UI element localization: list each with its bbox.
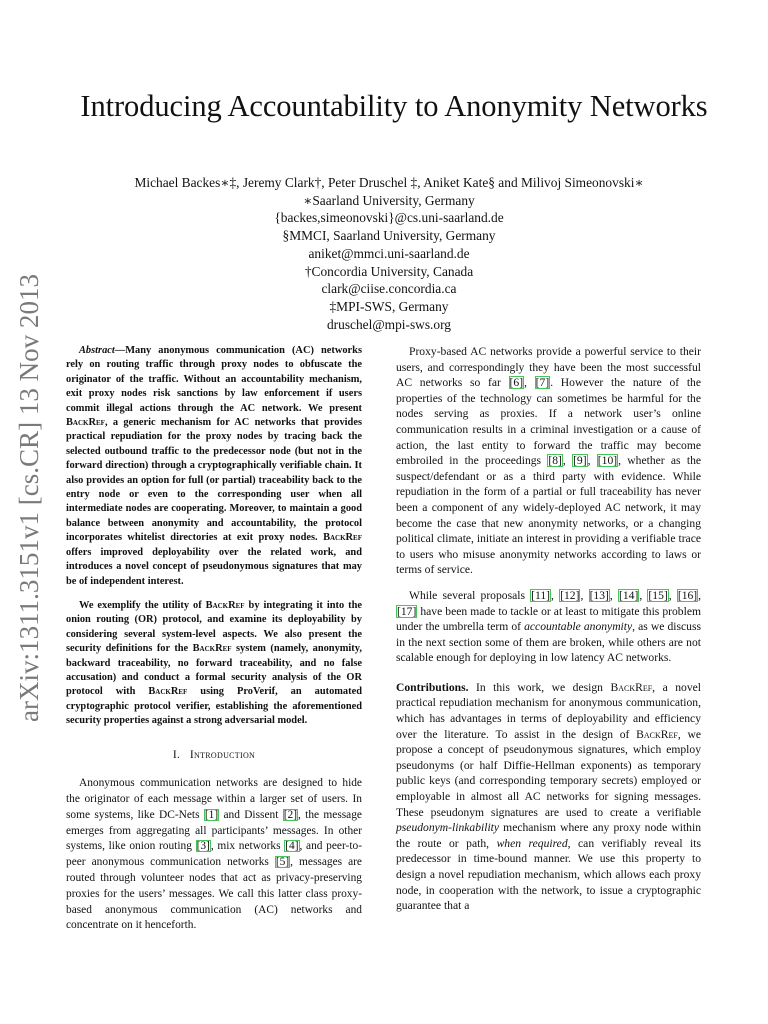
email-line: druschel@mpi-sws.org [326,316,452,332]
citation-link[interactable]: [14] [618,588,639,602]
email-line: aniket@mmci.uni-saarland.de [308,245,470,261]
affiliation-line: §MMCI, Saarland University, Germany [282,228,496,244]
text-run: , [698,588,702,602]
citation-link[interactable]: [1] [204,808,219,821]
email-line: clark@ciise.concordia.ca [321,281,457,297]
citation-link[interactable]: [2] [283,808,297,821]
email-line: {backes,simeonovski}@cs.uni-saarland.de [274,210,504,226]
citation-link[interactable]: [17] [397,604,417,618]
intro-body [66,776,362,934]
citation-link[interactable]: [8] [548,454,562,468]
system-name: BackRef [636,727,678,741]
body-paragraph [396,344,701,578]
system-name: BackRef [610,680,653,694]
text-run: , and peer-to-peer anonymous communication networks [66,840,362,869]
left-column [66,344,362,942]
section-title: Introduction [189,747,256,761]
text-run: , [551,588,560,602]
paper-title: Introducing Accountability to Anonymity Networks [80,89,708,123]
text-run: , [609,588,618,602]
abstract [66,344,362,729]
text-run: , mix networks [210,840,285,853]
citation-link[interactable]: [7] [535,376,550,390]
citation-link[interactable]: [13] [589,588,609,602]
abstract-label: Abstract [79,345,115,356]
text-run: have been made to tackle or at least to mitigate this problem under the umbrella term of [396,604,701,634]
system-name: BackRef [148,686,188,698]
emphasized-term: when required [496,836,568,850]
affiliation-line: ‡MPI-SWS, Germany [329,298,449,314]
affiliation-line: †Concordia University, Canada [304,263,474,279]
text-run: , [587,454,597,468]
contributions-paragraph [396,680,701,914]
system-name: BackRef [192,643,232,655]
right-column [396,344,701,922]
citation-link[interactable]: [11] [531,588,551,602]
text-run: , whether as the suspect/defendant or as a third party with evidence. While repudiation in the form of a partial or full traceability has never been a component of any widely-deployed AC network, it may become the case that new anonymity networks, or a changing political climate, initiate an interest in providing a verifiable trace to users who misuse anonymity networks according to laws or terms of service. [396,454,702,577]
citation-link[interactable]: [5] [275,856,290,869]
emphasized-term: accountable anonymity [524,620,633,634]
citation-link[interactable]: [9] [573,454,587,468]
text-run: , can verifiably reveal its predecessor in time-bound manner. We use this property to design a novel repudiation mechanism, which allows each proxy node, in cooperation with the network, to issue a cryptographic guarantee that a [396,836,702,913]
citation-link[interactable]: [12] [560,588,580,602]
text-run: , [639,588,648,602]
citation-link[interactable]: [15] [648,588,668,602]
text-run: , [668,588,677,602]
text-run: Proxy-based AC networks provide a powerful service to their users, and correspondingly they have been the most successful AC networks so far [396,345,701,390]
abstract-paragraph: We exemplify the utility of BackRef by integrating it into the onion routing (OR) protocol, and examine its deployability by considering several system-level aspects. We also present the security definitions for the BackRef system (namely, anonymity, backward traceability, no forward traceability, and no false accusation) and conduct a formal security analysis of the OR protocol with BackRef using ProVerif, an automated cryptographic protocol verifier, establishing the aforementioned security properties against a strong adversarial model. [66,599,362,727]
paragraph-heading: Contributions. [396,680,469,694]
citation-link[interactable]: [16] [677,588,698,602]
body-paragraph [396,588,701,666]
system-name: BackRef [66,417,105,429]
text-run: , [562,454,573,468]
affiliation-line: ∗Saarland University, Germany [303,192,475,208]
citation-link[interactable]: [6] [509,376,524,390]
intro-paragraph [66,776,362,934]
text-run: mechanism where any proxy node within the route or path, [396,821,701,850]
abstract-paragraph: Abstract—Many anonymous communication (AC) networks rely on routing traffic through proxy nodes to obfuscate the originator of the traffic. Without an accountability mechanism, exit proxy nodes risk sanctions by law enforcement if users commit illegal actions through the AC network. We present BackRef, a generic mechanism for AC networks that provides practical repudiation for the proxy nodes by tracing back the selected outbound traffic to the predecessor node (but not in the forward direction) through a cryptographically verifiable chain. It also provides an option for full (or partial) traceability back to the entry node or even to the corresponding user when all intermediate nodes are cooperating. Moreover, to maintain a good balance between anonymity and accountability, the protocol incorporates whitelist directories at exit proxy nodes. BackRef offers improved deployability over the related work, and introduces a novel concept of pseudonymous signatures that may be of independent interest. [66,345,362,587]
citation-link[interactable]: [10] [597,454,618,468]
emphasized-term: pseudonym-linkability [396,821,500,835]
text-run: , [580,588,589,602]
text-run: , the message emerges from aggregating all participants’ messages. In other systems, like onion routing [66,808,362,853]
system-name: BackRef [323,532,362,544]
text-run: While several proposals [409,588,531,602]
text-run: and Dissent [219,808,283,821]
text-run: , as we discuss in the next section some of them are broken, while others are not scalable enough for deploying in low latency AC networks. [396,620,701,665]
arxiv-identifier[interactable]: arXiv:1311.3151v1 [cs.CR] 13 Nov 2013 [14,274,44,722]
system-name: BackRef [205,599,245,611]
text-run: . However the nature of the properties of the technology can sometimes be harmful for the nodes serving as proxies. If a network user’s online communication results in a criminal investigation or a cause of action, the last entity to forward the traffic may become embroiled in the proceedings [396,376,701,468]
text-run: In this work, we design [468,680,611,694]
author-block [66,174,712,333]
citation-link[interactable]: [3] [196,840,210,853]
section-number: I. [172,747,181,761]
text-run: Anonymous communication networks are designed to hide the originator of each message within a larger set of users. In some systems, like DC-Nets [66,777,362,821]
citation-link[interactable]: [4] [285,840,299,853]
author-names: Michael Backes∗‡, Jeremy Clark†, Peter Druschel ‡, Aniket Kate§ and Milivoj Simeonovski∗ [134,175,644,190]
section-heading [66,747,362,763]
text-run: , a novel practical repudiation mechanism for anonymous communication, which has advantages in terms of deployability and efficiency over the literature. To assist in the design of [396,680,701,741]
arxiv-stamp [6,270,50,730]
text-run: , [524,376,535,390]
text-run: , we propose a concept of pseudonymous signatures, which employ pseudonyms (or half Diffie-Hellman exponents) as temporary public keys (and corresponding temporary secrets) employed or employable in almost all AC networks for signing messages. These pseudonym signatures are used to create a verifiable [396,727,701,819]
text-run: , messages are routed through volunteer nodes that act as privacy-preserving proxies for the users’ messages. We call this latter class proxy-based anonymous communication (AC) networks and concentrate on it henceforth. [66,856,362,932]
